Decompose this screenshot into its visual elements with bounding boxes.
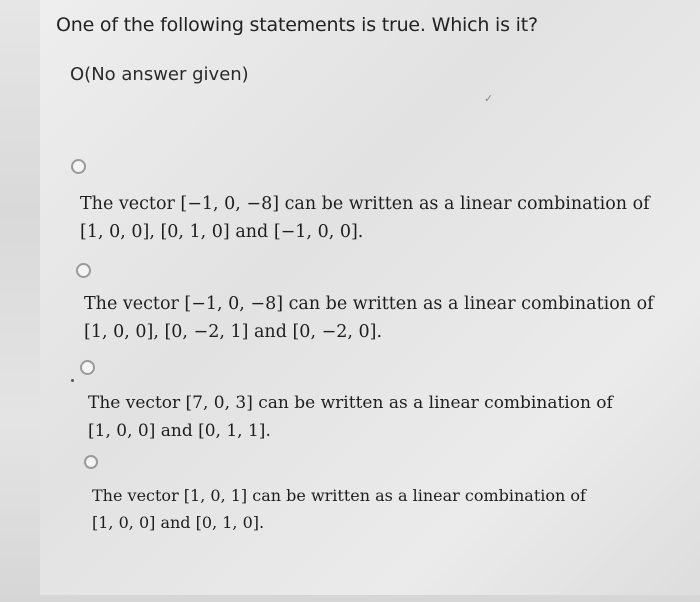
option-2-radio[interactable]	[76, 263, 91, 278]
option-3-basis-a: [1, 0, 0]	[88, 421, 156, 441]
option-2-end: .	[376, 322, 383, 342]
option-4-and: and	[155, 513, 196, 532]
option-2-prefix: The vector	[84, 294, 185, 314]
option-4-vector: [1, 0, 1]	[183, 486, 248, 505]
option-1-and: and	[229, 222, 274, 242]
option-3-and: and	[155, 421, 199, 441]
option-2-basis-c: [0, −2, 0]	[292, 322, 377, 342]
option-3-vector: [7, 0, 3]	[185, 393, 253, 413]
option-1-basis-b: [0, 1, 0]	[160, 222, 230, 242]
option-2-text[interactable]	[84, 290, 654, 346]
option-1-vector: [−1, 0, −8]	[180, 194, 280, 214]
option-3-basis-b: [0, 1, 1]	[198, 421, 266, 441]
option-3-prefix: The vector	[88, 393, 186, 413]
stray-dot	[71, 379, 74, 382]
option-4-suffix: can be written as a linear combination of	[247, 486, 586, 505]
option-1-prefix: The vector	[80, 194, 181, 214]
option-1-text[interactable]	[80, 190, 650, 246]
option-4-basis-b: [0, 1, 0]	[195, 513, 260, 532]
option-2-sep: ,	[153, 322, 165, 342]
option-2-vector: [−1, 0, −8]	[184, 294, 284, 314]
option-2-and: and	[248, 322, 293, 342]
question-text: One of the following statements is true. Which is it?	[56, 14, 538, 36]
option-1-basis-a: [1, 0, 0]	[80, 222, 150, 242]
option-3-radio[interactable]	[80, 360, 95, 375]
option-3-end: .	[265, 421, 271, 441]
option-1-radio[interactable]	[71, 159, 86, 174]
option-2-suffix: can be written as a linear combination of	[283, 294, 654, 314]
option-1-basis-c: [−1, 0, 0]	[273, 222, 358, 242]
option-4-text[interactable]	[92, 482, 586, 536]
option-4-prefix: The vector	[92, 486, 184, 505]
option-2-basis-b: [0, −2, 1]	[164, 322, 249, 342]
option-1-suffix: can be written as a linear combination of	[279, 194, 650, 214]
option-1-end: .	[357, 222, 364, 242]
option-2-basis-a: [1, 0, 0]	[84, 322, 154, 342]
option-4-radio[interactable]	[84, 455, 98, 469]
check-icon: ✓	[484, 92, 494, 105]
option-3-suffix: can be written as a linear combination of	[252, 393, 613, 413]
no-answer-option[interactable]: O(No answer given)	[70, 64, 249, 85]
option-4-end: .	[259, 513, 265, 532]
option-4-basis-a: [1, 0, 0]	[92, 513, 156, 532]
option-3-text[interactable]	[88, 389, 613, 445]
option-1-sep: ,	[149, 222, 161, 242]
